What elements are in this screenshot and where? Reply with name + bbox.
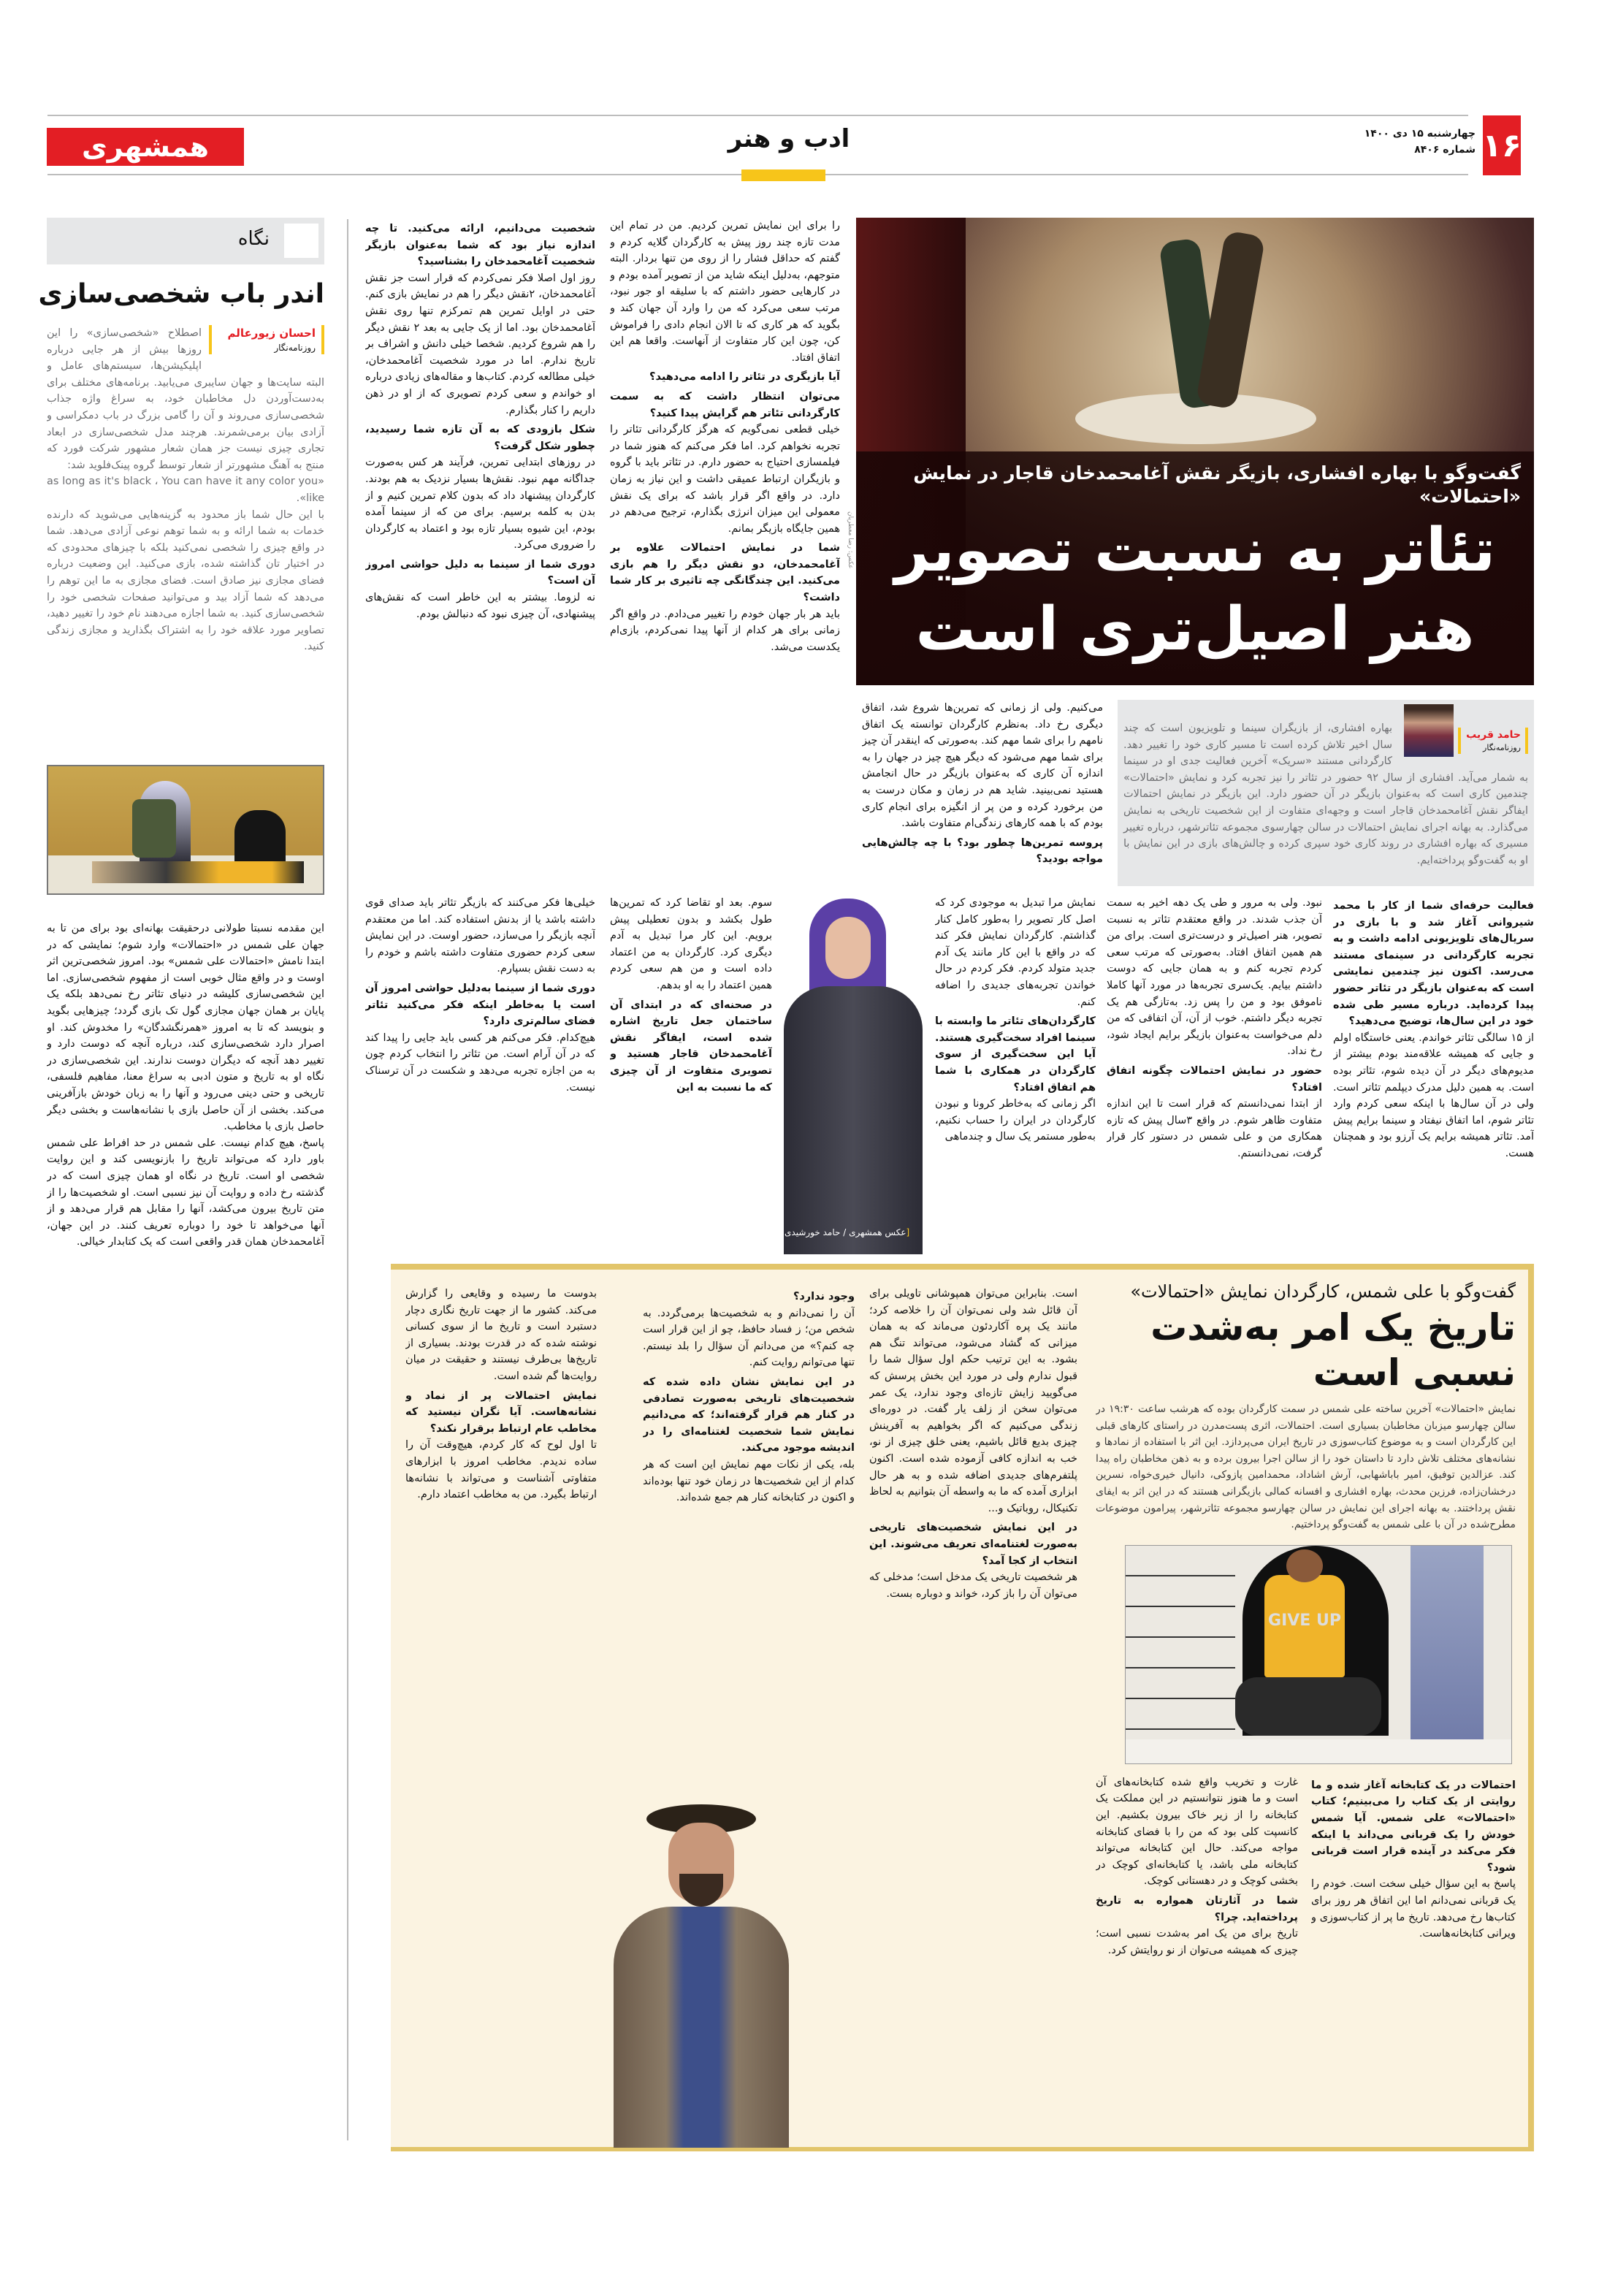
actress-portrait: [780, 899, 926, 1254]
paragraph: روز اول اصلا فکر نمی‌کردم که قرار است جز نقش آغامحمدخان، ۲نقش دیگر را هم در نمایش بازی کنم. حتی در اوایل تمرین هم تمرکزم تنها روی نقش آغامحمدخان بود. اما از یک جایی به بعد ۲ نقش دیگر را هم شروع کردیم. شخصا خیلی دانش و اشراف بر تاریخ ندارم. اما در مورد شخصیت آغامحمدخان، خیلی مطالعه کردم. کتاب‌ها و مقاله‌های زیادی درباره او خواندم و سعی کردم تصویری که از او در ذهن داریم را کنار بگذارم.: [365, 272, 595, 416]
text-column: [869, 1286, 1077, 2144]
paragraph: خیلی قطعی نمی‌گویم که هرگز کارگردانی تئاتر را تجربه نخواهم کرد. اما فکر می‌کنم که هنوز شما در فیلمسازی احتیاج به حضور دارم. در تئاتر باید با گروه و بازیگران ارتباط عمیقی داشت و این نیاز به زمان دارد. در واقع اگر قرار باشد که برای یک نقش معمولی این میزان انرژی بگذارم، ترجیح می‌دهم در همین جایگاه بازیگر بمانم.: [610, 424, 840, 535]
second-stage-photo: [1125, 1545, 1512, 1764]
second-title: تاریخ یک امر به‌شدت نسبی است: [1150, 1306, 1516, 1394]
paragraph: هر شخصیت تاریخی یک مدخل است؛ مدخلی که می‌توان آن را باز کرد، خواند و دوباره بست.: [869, 1571, 1077, 1600]
interview-question: وجود ندارد؟: [793, 1291, 855, 1303]
paragraph: نبود. ولی به مرور و طی یک دهه اخیر به سمت آن جذب شدند. در واقع معتقدم تئاتر به نسبت تصویر، هنر اصیل‌تر و درست‌تری است. برای من هم همین اتفاق افتاد. به‌صورتی که مرتب سعی کردم تجربه کنم و به همان جایی که دوست داشتم بیایم. یک‌سری تجربه‌ها در مورد آنها کاملا ناموفق بود و من را پس زد. به‌تازگی هم یک تجربه دیگر داشتم. خوب از آن، آن اتفاقی که من دلم می‌خواست به‌عنوان بازیگر برایم ایجاد شود، رخ نداد.: [1107, 897, 1322, 1058]
text-column: [610, 895, 772, 1256]
text-column: [643, 1286, 855, 1797]
paragraph: اگر زمانی که به‌خاطر کرونا و نبودن کارگردان در ایران را حساب نکنیم، به‌طور مستمر یک سال و چندماهی: [935, 1098, 1096, 1143]
interview-question: حضور در نمایش احتمالات چگونه اتفاق افتاد؟: [1107, 1064, 1322, 1094]
sidebar-stage-photo: [47, 765, 324, 895]
text-column: [1107, 895, 1322, 1256]
text-column: [1096, 1774, 1298, 2144]
intro-author: [1458, 728, 1528, 754]
sidebar-author: [209, 325, 324, 354]
interview-question: در صحنه‌ای که در ابتدای آن ساختمان جعل تاریخ اشاره شده است، ایفاگر نقش آغامحمدخان قاجار هستید و تصویری متفاوت از آن چیزی که ما نسبت به این: [610, 999, 772, 1094]
paragraph: آن را نمی‌دانم و به شخصیت‌ها برمی‌گردد. به شخص من؛ ز فساد حافظ، چو از این قرار است چه کنم؟» من می‌دانم آن سؤال را بلد نیستم. تنها می‌توانم روایت کنم.: [643, 1307, 855, 1369]
headline-overlay: [856, 451, 1534, 685]
lead-title-line2: هنر اصیل‌تری است: [915, 595, 1475, 664]
paragraph: با این حال شما باز محدود به گزینه‌هایی می‌شوید که دارنده خدمات به شما ارائه و به شما توهم نوعی آزادی می‌دهد. شما در واقع چیزی را شخصی نمی‌کنید بلکه با چیزهای محدودی که در اختیار تان گذاشته شده، بازی می‌کنید. این وضعیت درباره فضای مجازی نیز صادق است. فضای مجازی به ما این توهم را می‌دهد که شما آزاد بید و می‌توانید صفحات شخصی خود را شخصی‌سازی کنید. به شما اجازه می‌دهند نام خود را تغییر دهید، تصاویر مورد علاقه خود را به اشتراک بگذارید و مجازی زندگی کنید.: [47, 508, 324, 653]
director-portrait: [606, 1804, 796, 2148]
issue-number: شماره ۸۴۰۶: [1414, 144, 1476, 156]
interview-question: شخصیت می‌دانیم، ارائه می‌کنید. تا چه اندازه نیاز بود که شما به‌عنوان بازیگر شخصیت آغامحمدخان را بشناسید؟: [365, 223, 595, 268]
text-column: [1333, 895, 1534, 1256]
interview-question: دوری شما از سینما به دلیل حواشی امروز آن است؟: [365, 558, 595, 587]
paragraph: غارت و تخریب واقع شده کتابخانه‌های آن است و ما هنوز نتوانستیم در این مملکت یک کتابخانه را از زیر خاک بیرون بکشیم. این کانسپت کلی بود که من را با فضای کتابخانه مواجه می‌کند. حال این کتابخانه می‌تواند کتابخانه ملی باشد، یا کتابخانه‌ای کوچک در بخشی کوچک و در دهستانی کوچک.: [1096, 1776, 1298, 1888]
paragraph: می‌کنیم. ولی از زمانی که تمرین‌ها شروع شد، اتفاق دیگری رخ داد. به‌نظرم کارگردان توانسته یک اتفاق نامهم را برای شما مهم کند. به‌صورتی که اینقدر آن چیز برای شما مهم می‌شود که دیگر هیچ چیز در جهان را به اندازه آن کاری که به‌عنوان بازیگر در حال انجامش هستید نمی‌بینید. شاید هم در زمان و مکان درست به من برخورد کرده و من پر از انگیزه برای انجام کاری بودم که با همه کارهای زندگی‌ام متفاوت باشد.: [862, 702, 1103, 830]
sidebar-author-name: احسان زیورعالم: [227, 327, 316, 340]
actor-green-shirt: [132, 799, 176, 858]
interview-question: شکل بازودی که به آن تازه شما رسیدید، چطور شکل گرفت؟: [365, 424, 595, 452]
actor-head: [1286, 1549, 1323, 1582]
paragraph: پاسخ، هیچ کدام نیست. علی شمس در حد افراط علی شمس باور دارد که می‌تواند تاریخ را بازنویسی کند و این روایت شخصی او است. تاریخ در نگاه او همان چیزی است که در گذشته رخ داده و روایت آن نیز نسبی است. او شخصیت‌ها را از متن تاریخ بیرون می‌کشد، آنها را مقابل هم قرار می‌دهد و از آنها می‌خواهد تا خود را دوباره تعریف کنند. در این جهان، آغامحمدخان همان قدر واقعی است که یک کتابدار خیالی.: [47, 1137, 324, 1248]
lead-stage-photo: [856, 218, 1534, 685]
jacket: [614, 1907, 789, 2148]
interview-question: پروسه تمرین‌ها چطور بود؟ با چه چالش‌هایی مواجه بودید؟: [862, 836, 1103, 866]
header-top-rule: [47, 115, 1468, 116]
paragraph: تا اول لوح که کار کردم، هیچ‌وقت آن را ساده ندیدم. مخاطب امروز با ابزارهای متفاوتی آشناست و می‌تواند با نشانه‌ها ارتباط بگیرد. من به مخاطب اعتماد دارم.: [405, 1439, 597, 1501]
newspaper-logo: همشهری: [47, 128, 244, 166]
paragraph: نه لزوما. بیشتر به این خاطر است که نقش‌های پیشنهادی، آن چیزی نبود که دنبالش بودم.: [365, 592, 595, 620]
interview-question: شما در آثارتان همواره به تاریخ پرداخته‌اید. چرا؟: [1096, 1894, 1298, 1923]
bookshelf-drawing: [1126, 1546, 1235, 1750]
paragraph: در روزهای ابتدایی تمرین، فرآیند هر کس به‌صورت جداگانه مهم نبود. نقش‌ها بسیار نزدیک به هم بودند. کارگردان پیشنهاد داد که بدون کلام تمرین کنیم و از بدن به کلمه برسیم. برای من که از سینما آمده بودم، این شیوه بسیار تازه بود و اعتماد به کارگردان را ضروری می‌کرد.: [365, 457, 595, 552]
page-number-badge: [1483, 115, 1521, 175]
paragraph: اصطلاح «شخصی‌سازی» را این روزها بیش از هر جایی درباره اپلیکیشن‌ها، سیستم‌های عامل و البته سایت‌ها و جهان سایبری می‌یابید. برنامه‌های مختلف برای به‌دست‌آوردن دل مخاطبان خود، به سراغ واژه جذاب شخصی‌سازی می‌روند و آن را گامی بزرگ در باب دمکراسی و آزادی بیان برمی‌شمرند. هرچند مدل شخصی‌سازی در ابعاد تجاری چیزی نیست جز همان شعار مشهور شرکت فورد که منتج به آهنگ مشهورتر از شعار توسط گروه پینک‌فلوید شد:: [47, 327, 324, 471]
text-column: [862, 700, 1103, 886]
paragraph: هیچ‌کدام. فکر می‌کنم هر کسی باید جایی را پیدا کند که در آن آرام است. من تئاتر را انتخاب کردم چون به من اجازه تجربه می‌دهد و شکست در آن ترسناک نیست.: [365, 1031, 595, 1094]
intro-author-role: روزنامه‌نگار: [1483, 743, 1521, 752]
interview-question: می‌توان انتظار داشت که به سمت کارگردانی تئاتر هم گرایش پیدا کنید؟: [610, 390, 840, 419]
issue-date: چهارشنبه ۱۵ دی ۱۴۰۰: [1364, 128, 1476, 140]
paragraph: نمایش مرا تبدیل به موجودی کرد که اصل کار تصویر را به‌طور کامل کنار گذاشتم. کارگردان نمایش فکر کند که در واقع با این کار مانند یک آدم جدید متولد کردم. فکر کردم در حال خواندن تجربه‌های جدیدی را اضافه کنم.: [935, 897, 1096, 1008]
page-number: ۱۶: [1482, 126, 1522, 164]
paragraph: را برای این نمایش تمرین کردیم. من در تمام این مدت تازه چند روز پیش به کارگردان گلایه کردم و گفتم که حداقل فشار را از روی من تنها بردار. البته متوجهم، به‌دلیل اینکه شاید من از تصویر آمده بودم و در کارهایی حضور داشتم که با سلیقه او جور نبود، مرتب سعی می‌کرد که من را وارد آن جهان کند و بگوید که هر کاری که تا الان انجام دادی را فراموش کن، چون این کار متفاوت از آنهاست. واقعا هم این اتفاق افتاد.: [610, 220, 840, 364]
second-story-lower-columns: [1096, 1774, 1516, 2144]
interview-question: در این نمایش شخصیت‌های تاریخی به‌صورت لغتنامه‌ای تعریف می‌شوند. این انتخاب از کجا آمد؟: [869, 1522, 1077, 1567]
paragraph: خیلی‌ها فکر می‌کنند که بازیگر تئاتر باید صدای قوی داشته باشد یا از بدنش استفاده کند. اما من معتقدم آنچه بازیگر را می‌سازد، حضور اوست. در این نمایش سعی کردم حضوری متفاوت داشته باشم و خودم را به دست نقش بسپارم.: [365, 897, 595, 975]
portrait-credit-text: عکس همشهری / حامد خورشیدی: [785, 1227, 906, 1237]
section-title: ادب و هنر: [728, 124, 850, 153]
sidebar-label-square: [284, 224, 318, 258]
sidebar-text-bottom: [47, 920, 324, 2133]
lead-kicker: گفت‌وگو با بهاره افشاری، بازیگر نقش آغامحمدخان قاجار در نمایش «احتمالات»: [913, 462, 1521, 507]
paragraph: است. بنابراین می‌توان همپوشانی تاویلی برای آن قائل شد ولی نمی‌توان آن را خلاصه کرد؛ مانند یک پره آکاردئون می‌ماند که به همان میزانی که گشاد می‌شود، می‌تواند تنگ هم بشود. به این ترتیب حکم اول سؤال شما را قبول ندارم ولی در مورد این بخش پرسش که می‌گویید زایش تازه‌ای وجود ندارد، یک عمر می‌توان سخن از زلف یار گفت. در دوره‌ای زندگی می‌کنیم که اگر بخواهیم به آفرینش چیزی بدیع قائل باشیم، یعنی خلق چیزی از نو، خب به اندازه کافی آزموده شده است. اکنون پلتفرم‌های جدیدی اضافه شده و به هر حال ابزاری آمده که ما به واسطه آن بتوانیم به لحاظ تکنیکال، روباتیک و...: [869, 1288, 1077, 1514]
projection-screen: [1411, 1546, 1484, 1750]
interview-question: آیا بازیگری در تئاتر را ادامه می‌دهید؟: [649, 371, 840, 384]
paragraph: بله، یکی از نکات مهم نمایش این است که هر کدام از این شخصیت‌ها در زمان خود تنها بوده‌اند و اکنون در کتابخانه کنار هم جمع شده‌اند.: [643, 1458, 855, 1504]
beard: [679, 1874, 723, 1907]
second-story-right: [1096, 1280, 1516, 2144]
interview-question: فعالیت حرفه‌ای شما از کار با محمد شیروانی آغاز شد و با بازی در سریال‌های تلویزیونی ادامه داشت و به تجربه کارگردانی در سینمای مستند می‌رسد. اکنون نیز چندمین نمایشی است که به‌عنوان بازیگر در تئاتر حضور پیدا کرده‌اید. درباره مسیر طی شده خود در این سال‌ها، توضیح می‌دهید؟: [1333, 900, 1534, 1028]
lead-title-line1: تئاتر به نسبت تصویر: [894, 516, 1496, 585]
paragraph: از ابتدا نمی‌دانستم که قرار است تا این اندازه متفاوت ظاهر شوم. در واقع ۳سال پیش که تازه همکاری من و علی شمس در دستور کار قرار گرفت، نمی‌دانستم.: [1107, 1098, 1322, 1159]
face: [825, 917, 871, 979]
sidebar-label: نگاه: [237, 228, 270, 250]
text-column: [610, 218, 840, 886]
shirt-text: GIVE UP: [1268, 1611, 1341, 1630]
intro-author-name: حامد قریب: [1466, 729, 1521, 741]
paragraph: این مقدمه نسبتا طولانی درحقیقت بهانه‌ای بود برای من تا به جهان علی شمس در «احتمالات» وارد شوم؛ نمایشی که در ابتدا نامش «احتمالات علی شمس» بود. امروز شخصی‌ترین اثر اوست و در واقع مثال خوبی است از مفهوم شخصی‌سازی. اما این شخصی‌سازی کلیشه در دنیای تئاتر رخ نمی‌دهد بلکه یک پایان بر همان جهان مجازی گول تک بازی گردد؛ چیزهایی بگوید و بنویسد که تا به امروز «همرنگشدگان» را مخدوش کند. او اصرار دارد شخصی‌سازی کند، درباره آنچه که دوست دارد و تغییر دهد آنچه که دیگران دوست ندارند. این شخصی‌سازی در نگاه او به تاریخ و متون ادبی به سراغ معنا، مفاهیم فلسفی، تاریخی و حتی دینی می‌رود و آنها را به زبان خودش بازآفرینی می‌کند. بخشی از آن حاصل بازی با نشانه‌هاست و بخشی دیگر حاصل بازی با مخاطب.: [47, 923, 324, 1133]
actor-legs: [1235, 1677, 1381, 1736]
paragraph: باید هر بار جهان خودم را تغییر می‌دادم. در واقع اگر زمانی برای هر کدام از آنها پیدا نمی‌کردم، بازی‌ام یکدست می‌شد.: [610, 608, 840, 653]
intro-box: [1118, 700, 1534, 886]
interview-question: شما در نمایش احتمالات علاوه بر آغامحمدخان، دو نقش دیگر را هم بازی می‌کنید. این چندگانگی چه تاثیری بر کار شما داشت؟: [610, 542, 840, 604]
second-lead: نمایش «احتمالات» آخرین ساخته علی شمس در سمت کارگردان بوده که هرشب ساعت ۱۹:۳۰ در سالن چهارسو میزبان مخاطبان بسیاری است. احتمالات، اثری پست‌مدرن در راستای کارهای قبلی این کارگردان است و به موضوع کتاب‌سوزی در تاریخ ایران می‌پردازد. این اثر با استفاده از نمادها و نشانه‌های مختلف تلاش دارد تا داستان خود را از سالن اجرا بیرون برده و به ذهن مخاطبان راه پیدا کند. عزالدین توفیق، امیر باباشهابی، آرش اشاداد، محمدامین پازوکی، دانیال خیری‌خواه، نسرین درخشان‌زاده، فرزین محدث، بهاره افشاری و افسانه کمالی بازیگرانی هستند که در این اثر به ایفای نقش پرداختند. به بهانه اجرای این نمایش در سالن چهارسو مجموعه تئاترشهر، پیرامون موضوعات مطرح‌شده در آن با علی شمس به گفت‌وگو پرداختیم.: [1096, 1403, 1516, 1531]
paragraph: از ۱۵ سالگی تئاتر خواندم. یعنی خاستگاه اولم و جایی که همیشه علاقه‌مند بودم بیشتر از مدیوم‌های دیگر در آن دیده شوم، تئاتر بوده است. به همین دلیل مدرک دیپلمم تئاتر است. ولی در آن سال‌ها با اینکه سعی کردم وارد تئاتر شوم، اما اتفاق نیفتاد و سینما برایم پیش آمد. تئاتر همیشه برایم یک آرزو بود و همچنان هست.: [1333, 1031, 1534, 1159]
text-column: [365, 218, 595, 886]
interview-question: نمایش احتمالات پر از نماد و نشانه‌هاست. آیا نگران نیستید که مخاطب عام ارتباط برقرار نکند؟: [405, 1389, 597, 1435]
interview-question: احتمالات در یک کتابخانه آغاز شده و ما روایتی از یک کتاب را می‌بینیم؛ کتاب «احتمالات» علی شمس. آیا شمس خودش را یک قربانی می‌داند یا اینکه فکر می‌کند در آینده قرار است قربانی شود؟: [1311, 1779, 1516, 1874]
text-column: [405, 1286, 597, 2144]
issue-info: [1359, 126, 1476, 158]
sidebar-text-top: [47, 325, 324, 752]
portrait-credit: [عکس همشهری / حامد خورشیدی: [785, 1227, 910, 1237]
text-column: [935, 895, 1096, 1256]
lead-photo-credit: عکس: رضا معطریان: [847, 511, 854, 569]
paragraph: پاسخ به این سؤال خیلی سخت است. خودم را یک قربانی نمی‌دانم اما این اتفاق هر روز برای کتاب‌ها رخ می‌دهد. تاریخ ما پر از کتاب‌سوزی و ویرانی کتابخانه‌هاست.: [1311, 1878, 1516, 1940]
sidebar-label-box: [47, 218, 324, 264]
actor-lying: [92, 861, 304, 883]
coat: [784, 986, 923, 1254]
paragraph: بدوست ما رسیده و وقایعی را گزارش می‌کند. کشور ما از جهت تاریخ نگاری دچار دستبرد است و تاریخ ما از سوی کسانی نوشته شده که در قدرت بودند. بسیاری از تاریخ‌ها بی‌طرف نیستند و حقیقت در میان روایت‌ها گم شده است.: [405, 1288, 597, 1382]
section-accent-bar: [741, 169, 825, 181]
stage-floor: [1126, 1739, 1512, 1764]
text-column: [365, 895, 595, 1256]
sidebar-title: اندر باب شخصی‌سازی: [38, 279, 324, 309]
sidebar-divider: [347, 219, 348, 2140]
intro-author-photo: [1404, 704, 1454, 757]
paragraph: سوم. بعد او تقاضا کرد که تمرین‌ها طول بکشد و بدون تعطیلی پیش برویم. این کار مرا تبدیل به آدم دیگری کرد. کارگردان به من اعتماد داده است و من هم سعی کردم همین اعتماد را به او بدهم.: [610, 897, 772, 991]
second-kicker: گفت‌وگو با علی شمس، کارگردان نمایش «احتمالات»: [1130, 1281, 1516, 1302]
sidebar-author-role: روزنامه‌نگار: [274, 343, 316, 353]
paragraph: تاریخ برای من یک امر به‌شدت نسبی است؛ چیزی که همیشه می‌توان از نو روایتش کرد.: [1096, 1928, 1298, 1956]
intro-author-block: [1398, 700, 1528, 757]
interview-question: دوری شما از سینما به‌دلیل حواشی امروز آن است یا به‌خاطر اینکه فکر می‌کنید تئاتر فضای سالم‌تری دارد؟: [365, 982, 595, 1028]
interview-question: کارگردان‌های تئاتر ما وابسته با سینما افراد سخت‌گیری هستند. آیا این سخت‌گیری از سوی کارگردان در همکاری با شما هم اتفاق افتاد؟: [935, 1015, 1096, 1094]
intro-text: [1123, 700, 1528, 869]
actor-yellow-shirt: [1264, 1575, 1345, 1677]
intro-paragraph: بهاره افشاری، از بازیگران سینما و تلویزیون است که چند سال اخیر تلاش کرده است تا مسیر کاری خود را تغییر دهد. کارگردانی مستند «سریک» آخرین فعالیت جدی او در سینما به شمار می‌آید. افشاری از سال ۹۲ حضور در تئاتر را نیز تجربه کرد و نمایش «احتمالات» چندمین کاری است که به‌عنوان بازیگر در آن حضور دارد. این بازیگر در نمایش احتمالات ایفاگر نقش آغامحمدخان قاجار است و وجهه‌ای متفاوت از این شخصیت تاریخی به نمایش می‌گذارد. به بهانه اجرای نمایش احتمالات در سالن چهارسوی مجموعه تئاترشهر، درباره تغییر مسیری که بهاره افشاری در روند کاری خود سپری کرده و چالش‌های بازی در این نمایش با او به گفت‌وگو پرداخته‌ایم.: [1123, 722, 1528, 866]
interview-question: در این نمایش نشان داده شده که شخصیت‌های تاریخی به‌صورت تصادفی در کنار هم قرار گرفته‌اند؛ که می‌دانیم نمایش شما شخصیت لغتنامه‌ای را در اندیشه موجود می‌کند.: [643, 1376, 855, 1454]
paragraph: «as long as it's black ، You can have it any color you like».: [47, 476, 324, 504]
text-column: [1311, 1774, 1516, 2144]
